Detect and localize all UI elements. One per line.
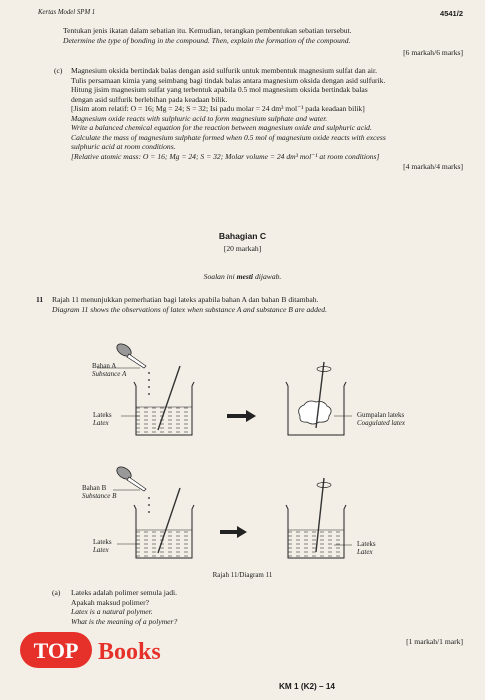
arrow-right-icon — [220, 526, 247, 538]
beaker-b-left — [134, 488, 194, 558]
part-c-ms-2: Tulis persamaan kimia yang seimbang bagi tindak balas antara magnesium oksida dengan asid sulfurik. — [71, 75, 386, 85]
label-substance-b: Bahan B Substance B — [82, 484, 117, 500]
section-instruction: Soalan ini mesti dijawab. — [203, 272, 282, 281]
coagulated-latex — [299, 401, 331, 424]
topbooks-logo — [18, 628, 196, 672]
part-a-ms-1: Lateks adalah polimer semula jadi. — [71, 588, 178, 597]
q11-number: 11 — [36, 295, 44, 304]
part-c-label: (c) — [54, 66, 63, 75]
beaker-a-left — [134, 366, 194, 435]
label-substance-a: Bahan A Substance A — [92, 362, 127, 378]
part-c-en-data: [Relative atomic mass: O = 16; Mg = 24; S = 32; Molar volume = 24 dm³ mol⁻¹ at room conditions] — [71, 151, 380, 161]
part-c-ms-4: dengan asid sulfurik berlebihan pada keadaan bilik. — [71, 94, 228, 104]
part-c-en-3: Calculate the mass of magnesium sulphate formed when 0.5 mol of magnesium oxide reacts with excess — [71, 132, 386, 142]
part-c-ms-3: Hitung jisim magnesium sulfat yang terbentuk apabila 0.5 mol magnesium oksida bertindak balas — [71, 85, 368, 94]
header-right: 4541/2 — [440, 9, 463, 18]
label-latex-b-right: Lateks Latex — [357, 540, 376, 556]
q11-ms: Rajah 11 menunjukkan pemerhatian bagi lateks apabila bahan A dan bahan B ditambah. — [52, 295, 319, 304]
dropper-b — [115, 464, 150, 513]
arrow-right-icon — [227, 410, 256, 422]
q11-en: Diagram 11 shows the observations of latex when substance A and substance B are added. — [52, 305, 327, 314]
part-c-ms-data: [Jisim atom relatif: O = 16; Mg = 24; S = 32; Isi padu molar = 24 dm³ mol⁻¹ pada keadaan bilik] — [71, 104, 365, 113]
svg-text:TOP: TOP — [33, 638, 79, 663]
part-c-marks: [4 markah/4 marks] — [403, 162, 463, 171]
beaker-b-right — [286, 478, 346, 558]
prev-question-marks: [6 markah/6 marks] — [403, 48, 463, 57]
page-footer: KM 1 (K2) – 14 — [279, 682, 335, 691]
part-a-label: (a) — [52, 588, 61, 597]
part-c-en-2: Write a balanced chemical equation for the reaction between magnesium oxide and sulphuric acid. — [71, 123, 372, 132]
part-a-ms-2: Apakah maksud polimer? — [71, 597, 150, 607]
label-coagulated-latex: Gumpalan lateks Coagulated latex — [357, 411, 406, 427]
section-title: Bahagian C — [218, 231, 267, 241]
diagram-11 — [0, 318, 485, 578]
header-left: Kertas Model SPM 1 — [38, 9, 96, 16]
part-c-en-4: sulphuric acid at room conditions. — [71, 142, 176, 151]
diagram-caption: Rajah 11/Diagram 11 — [212, 571, 273, 579]
part-c-ms-1: Magnesium oksida bertindak balas dengan asid sulfurik untuk membentuk magnesium sulfat dan air. — [71, 66, 378, 75]
part-a-en-2: What is the meaning of a polymer? — [71, 616, 178, 626]
part-a-en-1: Latex is a natural polymer. — [71, 607, 153, 616]
svg-text:Books: Books — [98, 639, 161, 665]
label-latex-b-left: Lateks Latex — [93, 538, 112, 554]
part-a-marks: [1 markah/1 mark] — [406, 637, 463, 646]
part-c-en-1: Magnesium oxide reacts with sulphuric acid to form magnesium sulphate and water. — [71, 113, 328, 123]
prev-question-en: Determine the type of bonding in the compound. Then, explain the formation of the compound. — [63, 36, 351, 45]
prev-question-ms: Tentukan jenis ikatan dalam sebatian itu. Kemudian, terangkan pembentukan sebatian tersebut. — [63, 26, 352, 35]
label-latex-a: Lateks Latex — [93, 411, 112, 427]
section-marks: [20 markah] — [223, 244, 262, 253]
beaker-a-right — [286, 362, 346, 435]
